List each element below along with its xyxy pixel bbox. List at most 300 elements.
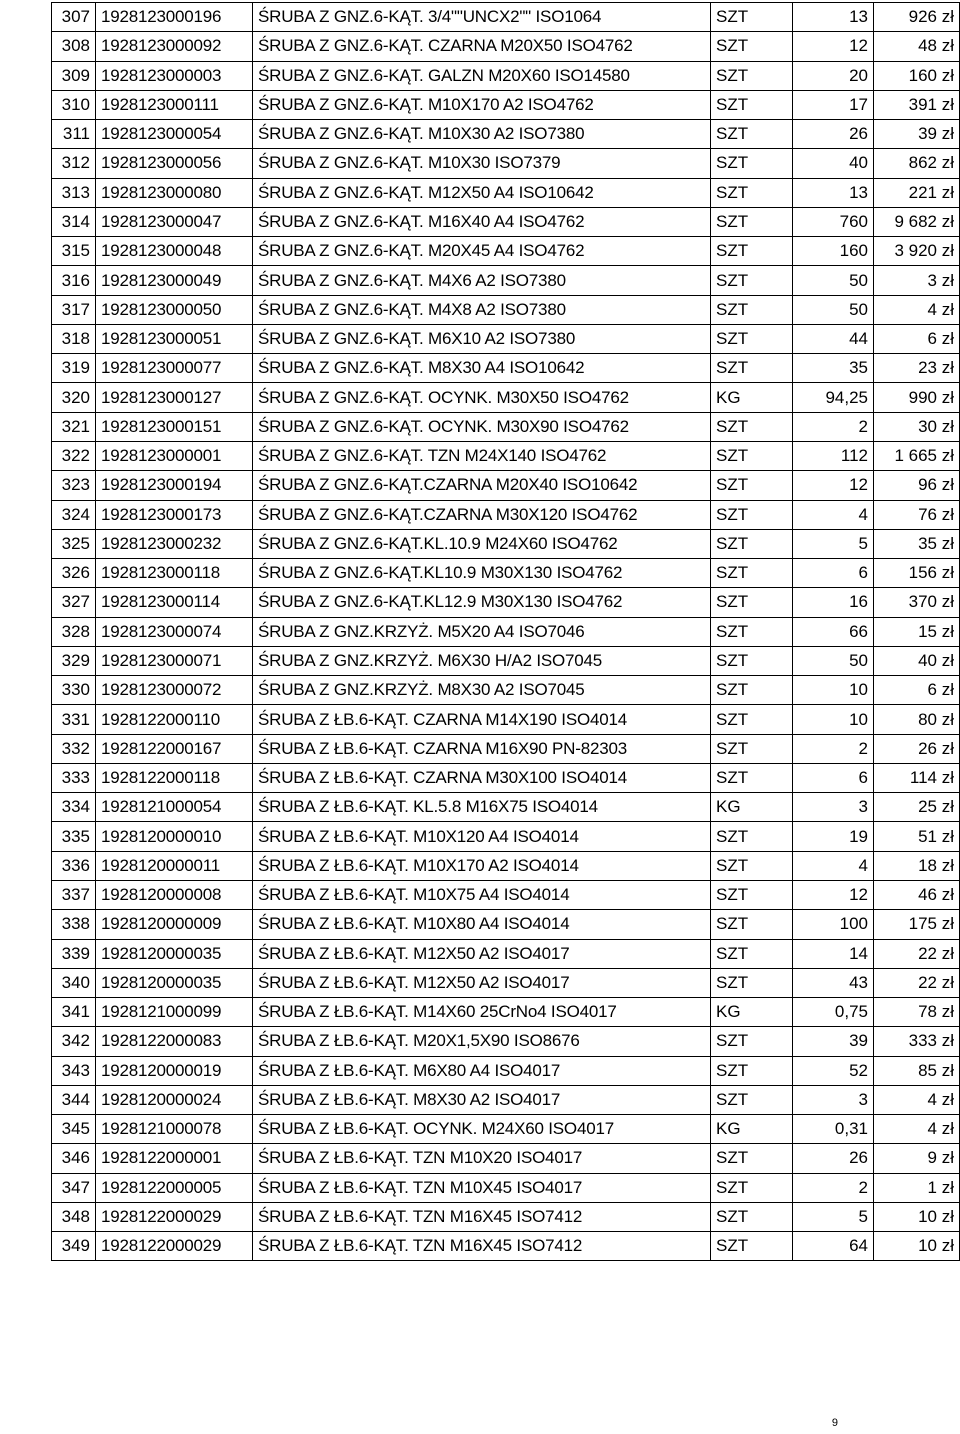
value-cell: 80 zł xyxy=(874,705,960,734)
product-index-cell: 1928123000049 xyxy=(96,266,253,295)
unit-cell: SZT xyxy=(711,120,793,149)
quantity-cell: 50 xyxy=(793,266,874,295)
quantity-cell: 12 xyxy=(793,471,874,500)
product-index-cell: 1928123000056 xyxy=(96,149,253,178)
quantity-cell: 5 xyxy=(793,529,874,558)
product-name-cell: ŚRUBA Z ŁB.6-KĄT. M6X80 A4 ISO4017 xyxy=(253,1056,711,1085)
product-index-cell: 1928123000173 xyxy=(96,500,253,529)
product-name-cell: ŚRUBA Z GNZ.6-KĄT. M6X10 A2 ISO7380 xyxy=(253,324,711,353)
value-cell: 4 zł xyxy=(874,1115,960,1144)
table-row xyxy=(52,1056,960,1085)
quantity-cell: 160 xyxy=(793,237,874,266)
value-cell: 370 zł xyxy=(874,588,960,617)
quantity-cell: 52 xyxy=(793,1056,874,1085)
row-number-cell: 344 xyxy=(52,1085,96,1114)
value-cell: 48 zł xyxy=(874,32,960,61)
table-row xyxy=(52,412,960,441)
row-number-cell: 337 xyxy=(52,880,96,909)
product-name-cell: ŚRUBA Z GNZ.6-KĄT. M10X170 A2 ISO4762 xyxy=(253,90,711,119)
quantity-cell: 66 xyxy=(793,617,874,646)
row-number-cell: 308 xyxy=(52,32,96,61)
product-name-cell: ŚRUBA Z ŁB.6-KĄT. TZN M10X45 ISO4017 xyxy=(253,1173,711,1202)
quantity-cell: 0,75 xyxy=(793,998,874,1027)
value-cell: 18 zł xyxy=(874,851,960,880)
value-cell: 175 zł xyxy=(874,910,960,939)
product-name-cell: ŚRUBA Z ŁB.6-KĄT. TZN M16X45 ISO7412 xyxy=(253,1202,711,1231)
quantity-cell: 94,25 xyxy=(793,383,874,412)
row-number-cell: 342 xyxy=(52,1027,96,1056)
product-index-cell: 1928120000024 xyxy=(96,1085,253,1114)
value-cell: 76 zł xyxy=(874,500,960,529)
quantity-cell: 12 xyxy=(793,880,874,909)
value-cell: 1 zł xyxy=(874,1173,960,1202)
unit-cell: SZT xyxy=(711,705,793,734)
table-row xyxy=(52,120,960,149)
product-index-cell: 1928122000029 xyxy=(96,1202,253,1231)
product-index-cell: 1928123000072 xyxy=(96,676,253,705)
value-cell: 1 665 zł xyxy=(874,441,960,470)
product-name-cell: ŚRUBA Z GNZ.KRZYŻ. M5X20 A4 ISO7046 xyxy=(253,617,711,646)
value-cell: 4 zł xyxy=(874,295,960,324)
row-number-cell: 310 xyxy=(52,90,96,119)
quantity-cell: 12 xyxy=(793,32,874,61)
product-name-cell: ŚRUBA Z GNZ.KRZYŻ. M6X30 H/A2 ISO7045 xyxy=(253,646,711,675)
value-cell: 9 682 zł xyxy=(874,207,960,236)
inventory-table-body xyxy=(52,3,960,1261)
product-name-cell: ŚRUBA Z GNZ.6-KĄT. OCYNK. M30X50 ISO4762 xyxy=(253,383,711,412)
quantity-cell: 26 xyxy=(793,1144,874,1173)
product-index-cell: 1928121000078 xyxy=(96,1115,253,1144)
value-cell: 10 zł xyxy=(874,1232,960,1261)
row-number-cell: 346 xyxy=(52,1144,96,1173)
table-row xyxy=(52,149,960,178)
unit-cell: SZT xyxy=(711,354,793,383)
product-index-cell: 1928123000111 xyxy=(96,90,253,119)
row-number-cell: 315 xyxy=(52,237,96,266)
row-number-cell: 327 xyxy=(52,588,96,617)
product-index-cell: 1928123000080 xyxy=(96,178,253,207)
value-cell: 6 zł xyxy=(874,324,960,353)
product-name-cell: ŚRUBA Z GNZ.6-KĄT. M8X30 A4 ISO10642 xyxy=(253,354,711,383)
row-number-cell: 318 xyxy=(52,324,96,353)
row-number-cell: 347 xyxy=(52,1173,96,1202)
table-row xyxy=(52,705,960,734)
table-row xyxy=(52,354,960,383)
product-index-cell: 1928123000151 xyxy=(96,412,253,441)
table-row xyxy=(52,588,960,617)
unit-cell: SZT xyxy=(711,471,793,500)
unit-cell: SZT xyxy=(711,3,793,32)
value-cell: 862 zł xyxy=(874,149,960,178)
unit-cell: SZT xyxy=(711,734,793,763)
product-index-cell: 1928120000009 xyxy=(96,910,253,939)
unit-cell: SZT xyxy=(711,1202,793,1231)
value-cell: 221 zł xyxy=(874,178,960,207)
quantity-cell: 3 xyxy=(793,1085,874,1114)
quantity-cell: 40 xyxy=(793,149,874,178)
product-name-cell: ŚRUBA Z ŁB.6-KĄT. M20X1,5X90 ISO8676 xyxy=(253,1027,711,1056)
table-row xyxy=(52,3,960,32)
quantity-cell: 10 xyxy=(793,705,874,734)
value-cell: 30 zł xyxy=(874,412,960,441)
row-number-cell: 345 xyxy=(52,1115,96,1144)
quantity-cell: 19 xyxy=(793,822,874,851)
product-name-cell: ŚRUBA Z GNZ.6-KĄT. CZARNA M20X50 ISO4762 xyxy=(253,32,711,61)
product-name-cell: ŚRUBA Z ŁB.6-KĄT. KL.5.8 M16X75 ISO4014 xyxy=(253,793,711,822)
row-number-cell: 314 xyxy=(52,207,96,236)
value-cell: 10 zł xyxy=(874,1202,960,1231)
quantity-cell: 3 xyxy=(793,793,874,822)
product-index-cell: 1928123000051 xyxy=(96,324,253,353)
unit-cell: SZT xyxy=(711,237,793,266)
row-number-cell: 317 xyxy=(52,295,96,324)
table-row xyxy=(52,207,960,236)
value-cell: 990 zł xyxy=(874,383,960,412)
row-number-cell: 334 xyxy=(52,793,96,822)
product-name-cell: ŚRUBA Z ŁB.6-KĄT. CZARNA M30X100 ISO4014 xyxy=(253,763,711,792)
table-row xyxy=(52,1144,960,1173)
quantity-cell: 2 xyxy=(793,1173,874,1202)
unit-cell: SZT xyxy=(711,910,793,939)
table-row xyxy=(52,617,960,646)
table-row xyxy=(52,559,960,588)
product-index-cell: 1928122000083 xyxy=(96,1027,253,1056)
value-cell: 40 zł xyxy=(874,646,960,675)
table-row xyxy=(52,1202,960,1231)
row-number-cell: 340 xyxy=(52,968,96,997)
value-cell: 22 zł xyxy=(874,939,960,968)
unit-cell: KG xyxy=(711,1115,793,1144)
row-number-cell: 322 xyxy=(52,441,96,470)
table-row xyxy=(52,324,960,353)
product-name-cell: ŚRUBA Z GNZ.6-KĄT. M4X6 A2 ISO7380 xyxy=(253,266,711,295)
product-index-cell: 1928120000019 xyxy=(96,1056,253,1085)
quantity-cell: 100 xyxy=(793,910,874,939)
value-cell: 156 zł xyxy=(874,559,960,588)
quantity-cell: 43 xyxy=(793,968,874,997)
product-name-cell: ŚRUBA Z ŁB.6-KĄT. TZN M10X20 ISO4017 xyxy=(253,1144,711,1173)
product-index-cell: 1928123000196 xyxy=(96,3,253,32)
value-cell: 78 zł xyxy=(874,998,960,1027)
row-number-cell: 312 xyxy=(52,149,96,178)
table-row xyxy=(52,910,960,939)
product-name-cell: ŚRUBA Z ŁB.6-KĄT. M8X30 A2 ISO4017 xyxy=(253,1085,711,1114)
unit-cell: SZT xyxy=(711,676,793,705)
row-number-cell: 348 xyxy=(52,1202,96,1231)
row-number-cell: 339 xyxy=(52,939,96,968)
product-name-cell: ŚRUBA Z GNZ.6-KĄT. M16X40 A4 ISO4762 xyxy=(253,207,711,236)
product-index-cell: 1928122000029 xyxy=(96,1232,253,1261)
unit-cell: SZT xyxy=(711,880,793,909)
unit-cell: SZT xyxy=(711,851,793,880)
table-row xyxy=(52,61,960,90)
row-number-cell: 326 xyxy=(52,559,96,588)
table-row xyxy=(52,237,960,266)
product-index-cell: 1928123000003 xyxy=(96,61,253,90)
table-row xyxy=(52,178,960,207)
product-name-cell: ŚRUBA Z ŁB.6-KĄT. M14X60 25CrNo4 ISO4017 xyxy=(253,998,711,1027)
value-cell: 23 zł xyxy=(874,354,960,383)
table-row xyxy=(52,1115,960,1144)
table-row xyxy=(52,880,960,909)
row-number-cell: 349 xyxy=(52,1232,96,1261)
unit-cell: SZT xyxy=(711,1056,793,1085)
unit-cell: SZT xyxy=(711,529,793,558)
table-row xyxy=(52,793,960,822)
unit-cell: SZT xyxy=(711,939,793,968)
product-index-cell: 1928123000054 xyxy=(96,120,253,149)
unit-cell: SZT xyxy=(711,588,793,617)
product-name-cell: ŚRUBA Z GNZ.6-KĄT. M10X30 ISO7379 xyxy=(253,149,711,178)
table-row xyxy=(52,471,960,500)
table-row xyxy=(52,529,960,558)
quantity-cell: 10 xyxy=(793,676,874,705)
row-number-cell: 319 xyxy=(52,354,96,383)
inventory-table xyxy=(51,2,960,1261)
row-number-cell: 307 xyxy=(52,3,96,32)
product-index-cell: 1928121000054 xyxy=(96,793,253,822)
product-name-cell: ŚRUBA Z ŁB.6-KĄT. M12X50 A2 ISO4017 xyxy=(253,939,711,968)
row-number-cell: 328 xyxy=(52,617,96,646)
quantity-cell: 4 xyxy=(793,851,874,880)
product-name-cell: ŚRUBA Z GNZ.6-KĄT.KL.10.9 M24X60 ISO4762 xyxy=(253,529,711,558)
product-index-cell: 1928122000167 xyxy=(96,734,253,763)
quantity-cell: 64 xyxy=(793,1232,874,1261)
product-name-cell: ŚRUBA Z GNZ.6-KĄT.CZARNA M30X120 ISO4762 xyxy=(253,500,711,529)
product-name-cell: ŚRUBA Z GNZ.6-KĄT. M12X50 A4 ISO10642 xyxy=(253,178,711,207)
product-index-cell: 1928123000077 xyxy=(96,354,253,383)
unit-cell: SZT xyxy=(711,1232,793,1261)
row-number-cell: 335 xyxy=(52,822,96,851)
unit-cell: KG xyxy=(711,998,793,1027)
row-number-cell: 329 xyxy=(52,646,96,675)
table-row xyxy=(52,500,960,529)
product-index-cell: 1928123000001 xyxy=(96,441,253,470)
row-number-cell: 316 xyxy=(52,266,96,295)
value-cell: 391 zł xyxy=(874,90,960,119)
product-name-cell: ŚRUBA Z ŁB.6-KĄT. M10X170 A2 ISO4014 xyxy=(253,851,711,880)
table-row xyxy=(52,646,960,675)
unit-cell: SZT xyxy=(711,763,793,792)
product-index-cell: 1928122000001 xyxy=(96,1144,253,1173)
table-row xyxy=(52,939,960,968)
table-row xyxy=(52,1085,960,1114)
product-index-cell: 1928122000005 xyxy=(96,1173,253,1202)
row-number-cell: 323 xyxy=(52,471,96,500)
row-number-cell: 332 xyxy=(52,734,96,763)
quantity-cell: 2 xyxy=(793,412,874,441)
row-number-cell: 321 xyxy=(52,412,96,441)
product-index-cell: 1928120000035 xyxy=(96,939,253,968)
unit-cell: SZT xyxy=(711,1144,793,1173)
value-cell: 46 zł xyxy=(874,880,960,909)
value-cell: 333 zł xyxy=(874,1027,960,1056)
value-cell: 35 zł xyxy=(874,529,960,558)
quantity-cell: 14 xyxy=(793,939,874,968)
row-number-cell: 324 xyxy=(52,500,96,529)
unit-cell: SZT xyxy=(711,559,793,588)
product-name-cell: ŚRUBA Z GNZ.6-KĄT.KL12.9 M30X130 ISO4762 xyxy=(253,588,711,617)
value-cell: 26 zł xyxy=(874,734,960,763)
table-row xyxy=(52,441,960,470)
table-row xyxy=(52,676,960,705)
table-row xyxy=(52,998,960,1027)
product-index-cell: 1928123000071 xyxy=(96,646,253,675)
unit-cell: SZT xyxy=(711,1085,793,1114)
product-name-cell: ŚRUBA Z ŁB.6-KĄT. M10X80 A4 ISO4014 xyxy=(253,910,711,939)
unit-cell: SZT xyxy=(711,500,793,529)
row-number-cell: 309 xyxy=(52,61,96,90)
row-number-cell: 338 xyxy=(52,910,96,939)
product-name-cell: ŚRUBA Z GNZ.6-KĄT. OCYNK. M30X90 ISO4762 xyxy=(253,412,711,441)
quantity-cell: 44 xyxy=(793,324,874,353)
quantity-cell: 13 xyxy=(793,3,874,32)
value-cell: 51 zł xyxy=(874,822,960,851)
unit-cell: KG xyxy=(711,383,793,412)
quantity-cell: 760 xyxy=(793,207,874,236)
row-number-cell: 313 xyxy=(52,178,96,207)
page-number: 9 xyxy=(831,1417,838,1429)
table-row xyxy=(52,822,960,851)
product-index-cell: 1928123000047 xyxy=(96,207,253,236)
table-row xyxy=(52,763,960,792)
product-index-cell: 1928123000114 xyxy=(96,588,253,617)
row-number-cell: 336 xyxy=(52,851,96,880)
table-row xyxy=(52,968,960,997)
product-index-cell: 1928120000035 xyxy=(96,968,253,997)
unit-cell: SZT xyxy=(711,266,793,295)
value-cell: 39 zł xyxy=(874,120,960,149)
value-cell: 4 zł xyxy=(874,1085,960,1114)
product-name-cell: ŚRUBA Z ŁB.6-KĄT. TZN M16X45 ISO7412 xyxy=(253,1232,711,1261)
unit-cell: SZT xyxy=(711,61,793,90)
unit-cell: SZT xyxy=(711,441,793,470)
product-index-cell: 1928120000008 xyxy=(96,880,253,909)
quantity-cell: 50 xyxy=(793,295,874,324)
product-index-cell: 1928123000048 xyxy=(96,237,253,266)
product-index-cell: 1928120000010 xyxy=(96,822,253,851)
unit-cell: SZT xyxy=(711,295,793,324)
unit-cell: SZT xyxy=(711,646,793,675)
value-cell: 926 zł xyxy=(874,3,960,32)
product-name-cell: ŚRUBA Z GNZ.6-KĄT. M20X45 A4 ISO4762 xyxy=(253,237,711,266)
product-name-cell: ŚRUBA Z GNZ.6-KĄT. M4X8 A2 ISO7380 xyxy=(253,295,711,324)
quantity-cell: 4 xyxy=(793,500,874,529)
product-index-cell: 1928122000110 xyxy=(96,705,253,734)
table-row xyxy=(52,1232,960,1261)
product-name-cell: ŚRUBA Z ŁB.6-KĄT. CZARNA M16X90 PN-82303 xyxy=(253,734,711,763)
unit-cell: SZT xyxy=(711,968,793,997)
product-name-cell: ŚRUBA Z ŁB.6-KĄT. CZARNA M14X190 ISO4014 xyxy=(253,705,711,734)
quantity-cell: 6 xyxy=(793,763,874,792)
table-row xyxy=(52,90,960,119)
unit-cell: SZT xyxy=(711,90,793,119)
table-row xyxy=(52,266,960,295)
quantity-cell: 0,31 xyxy=(793,1115,874,1144)
quantity-cell: 26 xyxy=(793,120,874,149)
value-cell: 3 920 zł xyxy=(874,237,960,266)
row-number-cell: 330 xyxy=(52,676,96,705)
value-cell: 9 zł xyxy=(874,1144,960,1173)
product-name-cell: ŚRUBA Z GNZ.6-KĄT.CZARNA M20X40 ISO10642 xyxy=(253,471,711,500)
row-number-cell: 311 xyxy=(52,120,96,149)
unit-cell: SZT xyxy=(711,324,793,353)
product-name-cell: ŚRUBA Z GNZ.6-KĄT. TZN M24X140 ISO4762 xyxy=(253,441,711,470)
row-number-cell: 341 xyxy=(52,998,96,1027)
value-cell: 85 zł xyxy=(874,1056,960,1085)
table-row xyxy=(52,1173,960,1202)
product-index-cell: 1928123000118 xyxy=(96,559,253,588)
product-name-cell: ŚRUBA Z ŁB.6-KĄT. M10X75 A4 ISO4014 xyxy=(253,880,711,909)
product-name-cell: ŚRUBA Z GNZ.6-KĄT.KL10.9 M30X130 ISO4762 xyxy=(253,559,711,588)
row-number-cell: 343 xyxy=(52,1056,96,1085)
product-index-cell: 1928122000118 xyxy=(96,763,253,792)
product-index-cell: 1928123000194 xyxy=(96,471,253,500)
row-number-cell: 320 xyxy=(52,383,96,412)
row-number-cell: 333 xyxy=(52,763,96,792)
quantity-cell: 13 xyxy=(793,178,874,207)
unit-cell: SZT xyxy=(711,207,793,236)
value-cell: 160 zł xyxy=(874,61,960,90)
value-cell: 96 zł xyxy=(874,471,960,500)
quantity-cell: 5 xyxy=(793,1202,874,1231)
value-cell: 3 zł xyxy=(874,266,960,295)
product-name-cell: ŚRUBA Z ŁB.6-KĄT. M10X120 A4 ISO4014 xyxy=(253,822,711,851)
unit-cell: SZT xyxy=(711,1027,793,1056)
unit-cell: SZT xyxy=(711,1173,793,1202)
row-number-cell: 331 xyxy=(52,705,96,734)
product-index-cell: 1928123000092 xyxy=(96,32,253,61)
product-name-cell: ŚRUBA Z GNZ.6-KĄT. M10X30 A2 ISO7380 xyxy=(253,120,711,149)
quantity-cell: 2 xyxy=(793,734,874,763)
product-index-cell: 1928123000127 xyxy=(96,383,253,412)
value-cell: 114 zł xyxy=(874,763,960,792)
product-index-cell: 1928120000011 xyxy=(96,851,253,880)
unit-cell: SZT xyxy=(711,617,793,646)
unit-cell: SZT xyxy=(711,149,793,178)
product-name-cell: ŚRUBA Z ŁB.6-KĄT. M12X50 A2 ISO4017 xyxy=(253,968,711,997)
table-row xyxy=(52,383,960,412)
quantity-cell: 17 xyxy=(793,90,874,119)
product-name-cell: ŚRUBA Z GNZ.6-KĄT. 3/4""UNCX2"" ISO1064 xyxy=(253,3,711,32)
value-cell: 25 zł xyxy=(874,793,960,822)
table-row xyxy=(52,1027,960,1056)
unit-cell: SZT xyxy=(711,822,793,851)
value-cell: 15 zł xyxy=(874,617,960,646)
quantity-cell: 20 xyxy=(793,61,874,90)
unit-cell: KG xyxy=(711,793,793,822)
value-cell: 22 zł xyxy=(874,968,960,997)
table-row xyxy=(52,851,960,880)
unit-cell: SZT xyxy=(711,178,793,207)
table-row xyxy=(52,32,960,61)
product-index-cell: 1928121000099 xyxy=(96,998,253,1027)
unit-cell: SZT xyxy=(711,32,793,61)
quantity-cell: 35 xyxy=(793,354,874,383)
quantity-cell: 6 xyxy=(793,559,874,588)
quantity-cell: 39 xyxy=(793,1027,874,1056)
product-name-cell: ŚRUBA Z GNZ.KRZYŻ. M8X30 A2 ISO7045 xyxy=(253,676,711,705)
row-number-cell: 325 xyxy=(52,529,96,558)
table-row xyxy=(52,734,960,763)
unit-cell: SZT xyxy=(711,412,793,441)
product-name-cell: ŚRUBA Z ŁB.6-KĄT. OCYNK. M24X60 ISO4017 xyxy=(253,1115,711,1144)
quantity-cell: 16 xyxy=(793,588,874,617)
value-cell: 6 zł xyxy=(874,676,960,705)
product-index-cell: 1928123000050 xyxy=(96,295,253,324)
quantity-cell: 50 xyxy=(793,646,874,675)
product-index-cell: 1928123000074 xyxy=(96,617,253,646)
